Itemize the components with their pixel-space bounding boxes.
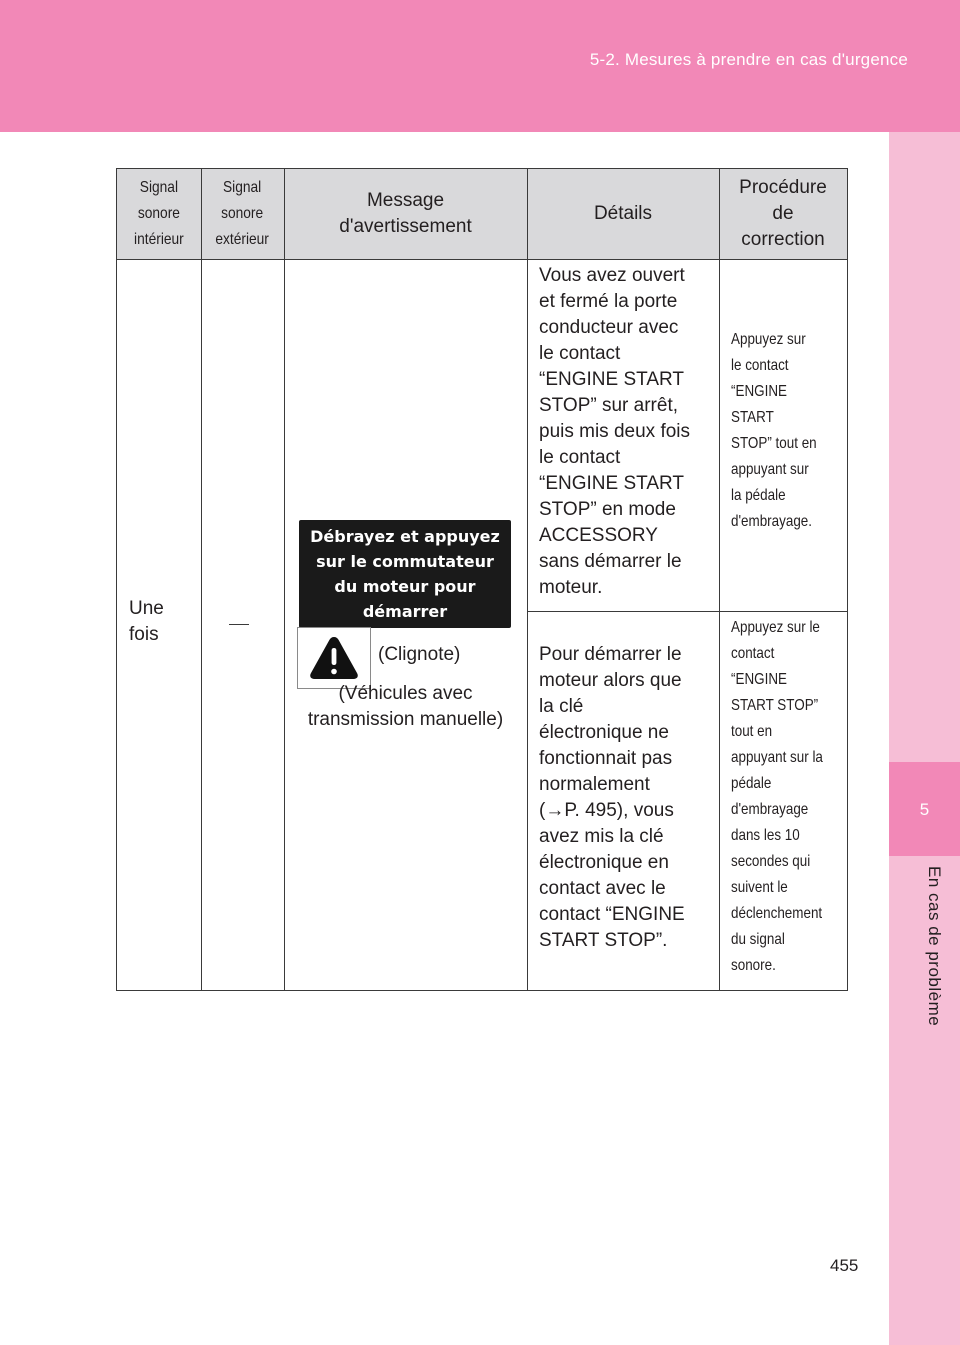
display-message-text: Débrayez et appuyez sur le commutateur du moteur pour démarrer: [310, 527, 500, 621]
warning-message-display: [299, 520, 511, 628]
chapter-number-tab[interactable]: 5: [889, 762, 960, 856]
procedure-row-2: Appuyez sur le contact “ENGINE START STOP” tout en appuyant sur la pédale d'embrayage dans les 10 secondes qui suivent le déclenchement du signal sonore.: [731, 619, 823, 974]
vehicle-applicability-note: (Véhicules avec transmission manuelle): [307, 683, 504, 730]
details-row-1: Vous avez ouvert et fermé la porte conducteur avec le contact “ENGINE START STOP” sur arrêt, puis mis deux fois le contact “ENGINE START STOP” en mode ACCESSORY sans démarrer le moteur.: [539, 265, 691, 598]
exterior-signal-none: [229, 624, 249, 625]
chapter-side-tab: [889, 132, 960, 1345]
blink-label: (Clignote): [378, 644, 461, 665]
column-divider: [284, 169, 285, 990]
header-procedure: Procédure de correction: [739, 177, 827, 250]
warning-table: [116, 168, 848, 991]
row-divider: [527, 611, 847, 612]
table-header-row: [117, 169, 847, 260]
header-exterior-signal: Signal sonore extérieur: [215, 179, 270, 248]
details-row-2: Pour démarrer le moteur alors que la clé électronique ne fonctionnait pas normalement (→P. 495), vous avez mis la clé électronique en contact avec le contact “ENGINE START STOP”.: [539, 644, 685, 951]
page-number: 455: [830, 1256, 859, 1275]
procedure-row-1: Appuyez sur le contact “ENGINE START STOP” tout en appuyant sur la pédale d'embrayage.: [731, 331, 817, 530]
column-divider: [719, 169, 720, 990]
header-warning-message: Message d'avertissement: [339, 190, 472, 237]
header-interior-signal: Signal sonore intérieur: [134, 179, 184, 248]
column-divider: [201, 169, 202, 990]
section-title: 5-2. Mesures à prendre en cas d'urgence: [589, 50, 908, 69]
header-details: Détails: [593, 203, 653, 224]
warning-triangle-icon: [297, 627, 371, 689]
chapter-label: En cas de problème: [925, 866, 944, 1027]
interior-signal-value: Une fois: [129, 598, 164, 645]
column-divider: [527, 169, 528, 990]
